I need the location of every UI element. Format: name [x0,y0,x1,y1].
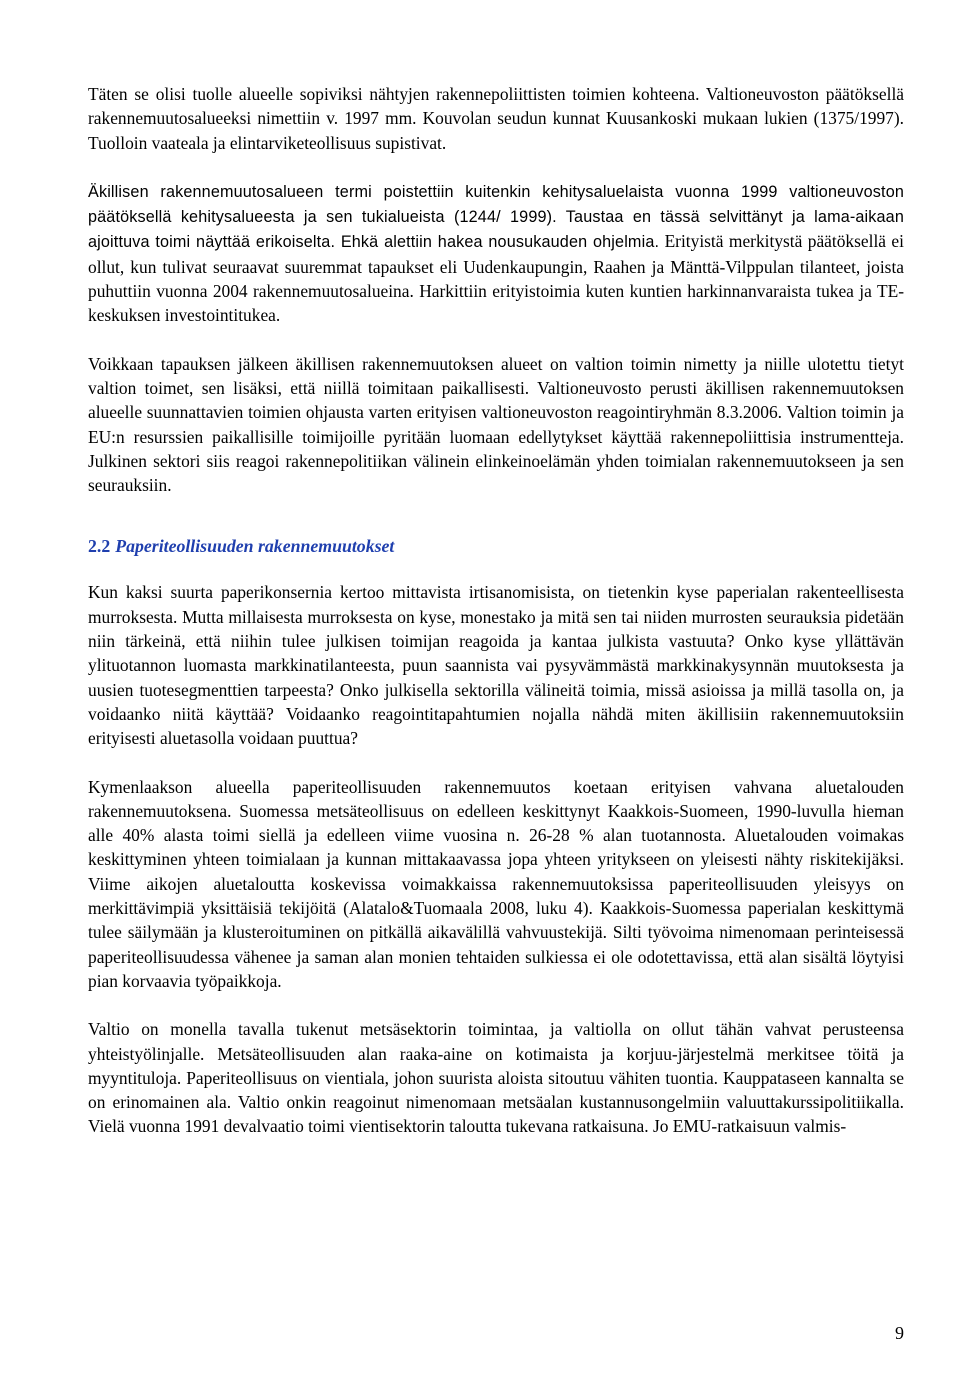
section-number: 2.2 [88,536,111,557]
paragraph-3: Voikkaan tapauksen jälkeen äkillisen rakennemuutoksen alueet on valtion toimin nimetty ja niille ulotettu tietyt valtion toimet, sen lisäksi, että niillä toimitaan paikallisesti. Valtioneuvosto perusti äkillisen rakennemuutoksen alueelle suunnattavien toimien ohjausta varten erityisen valtioneuvoston reagointiryhmän 8.3.2006. Valtion toimin ja EU:n resurssien paikallisille toimijoille pyritään luomaan edellytykset käyttää rakennepoliittisia instrumentteja. Julkinen sektori siis reagoi rakennepolitiikan välinein elinkeinoelämän yhden toimialan rakennemuutokseen ja sen seurauksiin. [88,353,904,496]
paragraph-6: Valtio on monella tavalla tukenut metsäsektorin toimintaa, ja valtiolla on ollut tähän vahvat perusteensa yhteistyölinjalle. Metsäteollisuuden alan raaka-aine on kotimaista ja korjuu-järjestelmä merkitsee töitä ja myyntituloja. Paperiteollisuus on vientiala, johon suurista aloista sitoutuu vähiten tuontia. Kauppataseen kannalta se on erinomainen ala. Valtio onkin reagoinut nimenomaan metsäalan kustannusongelmiin valuuttakurssipolitiikalla. Vielä vuonna 1991 devalvaatio toimi vientisektorin taloutta tukevana ratkaisuna. Jo EMU-ratkaisuun valmis- [88,1019,904,1137]
section-title: Paperiteollisuuden rakennemuutokset [115,536,395,557]
paragraph-1: Täten se olisi tuolle alueelle sopiviksi nähtyjen rakennepoliittisten toimien kohteena. Valtioneuvoston päätöksellä rakennemuutosalueeksi nimettiin v. 1997 mm. Kouvolan seudun kunnat Kuusankoski mukaan lukien (1375/1997). Tuolloin vaateala ja elintarviketeollisuus supistivat. [88,84,904,153]
section-heading [88,534,904,558]
paragraph-2 [88,179,904,328]
page-number: 9 [895,1323,904,1343]
paragraph-2-sans-part: Äkillisen rakennemuutosalueen termi poistettiin kuitenkin kehitysaluelaista vuonna 1999 valtioneuvoston päätöksellä kehitysalueesta ja sen tukialueista (1244/ 1999). Taustaa en tässä selvittänyt ja lama-aikaan ajoittuva toimi näyttää erikoiselta. Ehkä alettiin hakea nousukauden ohjelmia. [88,182,904,252]
paragraph-4: Kun kaksi suurta paperikonsernia kertoo mittavista irtisanomisista, on tietenkin kyse paperialan rakenteellisesta murroksesta. Mutta millaisesta murroksesta on kyse, monestako ja mitä sen tai niiden murrosten seurauksia pidetään niin tärkeinä, että niihin tulee julkisen toimijan reagoida ja kantaa julkista vastuuta? Onko kyse yllättävän ylituotannon luomasta markkinatilanteesta, puun saannista vai pysyvämmästä markkinakysynnän muutoksesta ja uusien tuotesegmenttien tarpeesta? Onko julkisella sektorilla välineitä toimia, missä asioissa ja millä tasolla on, ja voidaanko niitä käyttää? Voidaanko reagointitapahtumien nojalla nähdä miten äkillisiin rakennemuutoksiin erityisesti aluetasolla voidaan puuttua? [88,582,904,749]
paragraph-5: Kymenlaakson alueella paperiteollisuuden rakennemuutos koetaan erityisen vahvana aluetalouden rakennemuutoksena. Suomessa metsäteollisuus on edelleen keskittynyt Kaakkois-Suomeen, 1990-luvulla hieman alle 40% alasta toimi siellä ja edelleen viime vuosina n. 26-28 % alan tuotannosta. Aluetalouden voimakas keskittyminen yhteen toimialaan ja kunnan mittakaavassa jopa yhteen yritykseen on yleisesti nähty riskitekijäksi. Viime aikojen aluetaloutta koskevissa voimakkaissa rakennemuutoksissa paperiteollisuuden yleisyys on merkittävimpiä yksittäisiä tekijöitä (Alatalo&Tuomaala 2008, luku 4). Kaakkois-Suomessa paperialan keskittymä tulee säilymään ja klusteroituminen on pitkällä aikavälillä vahvuustekijä. Silti työvoima nimenomaan perinteisessä paperiteollisuudessa vähenee ja saman alan monien tehtaiden sulkiessa ei ole odotettavissa, että alan sisältä löytyisi pian korvaavia työpaikkoja. [88,776,904,991]
paragraph-2-serif-part: Erityistä merkitystä päätöksellä ei ollut, kun tulivat seuraavat suuremmat tapaukset eli Uudenkaupungin, Raahen ja Mänttä-Vilppulan tilanteet, joista puhuttiin vuonna 2004 rakennemuutosalueina. Harkittiin erityistoimia kuten kuntien harkinnanvaraista tukea ja TE-keskuksen investointitukea. [88,231,904,326]
